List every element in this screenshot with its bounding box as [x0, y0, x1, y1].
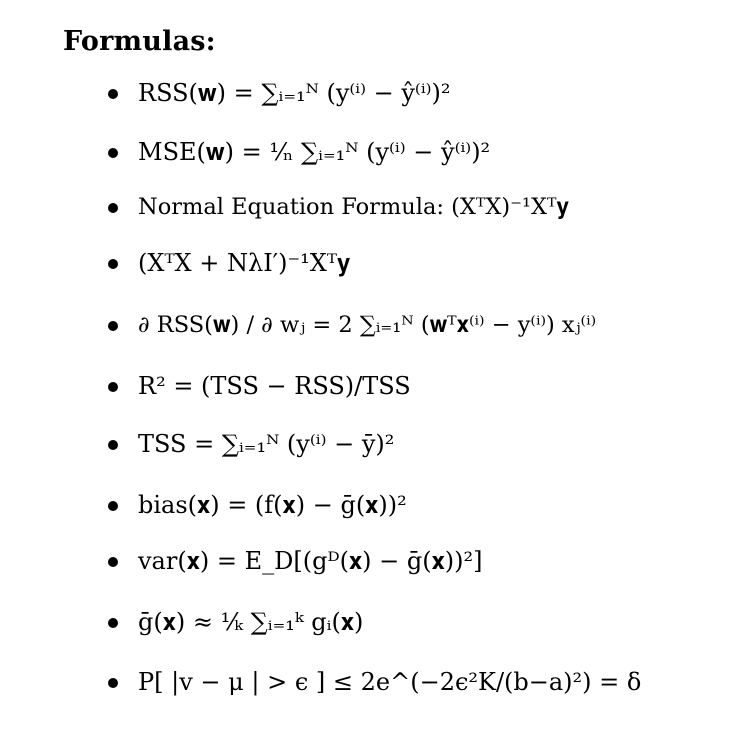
bullet-icon [108, 501, 118, 511]
formula-text: RSS(𝐰) = ∑ᵢ₌₁ᴺ (y⁽ⁱ⁾ − ŷ⁽ⁱ⁾)² [138, 79, 451, 107]
formula-text: var(𝐱) = E_D[(gᴰ(𝐱) − ḡ(𝐱))²] [138, 547, 483, 575]
formula-bias [108, 485, 738, 525]
bullet-icon [108, 440, 118, 450]
formula-ridge [108, 243, 738, 283]
bullet-icon [108, 678, 118, 688]
bullet-icon [108, 259, 118, 269]
formula-text: ḡ(𝐱) ≈ ¹⁄ₖ ∑ᵢ₌₁ᵏ gᵢ(𝐱) [138, 608, 364, 636]
formula-r-squared [108, 366, 738, 406]
page-heading: Formulas: [63, 26, 216, 57]
formula-text: P[ |v − μ | > ϵ ] ≤ 2e^(−2ϵ²K/(b−a)²) = δ [138, 668, 642, 696]
bullet-icon [108, 203, 118, 213]
formula-text: R² = (TSS − RSS)/TSS [138, 372, 411, 400]
formula-text: ∂ RSS(𝐰) / ∂ wⱼ = 2 ∑ᵢ₌₁ᴺ (𝐰ᵀ𝐱⁽ⁱ⁾ − y⁽ⁱ⁾) xⱼ⁽ⁱ⁾ [138, 312, 597, 338]
formula-gradient [108, 305, 738, 345]
formula-text: MSE(𝐰) = ¹⁄ₙ ∑ᵢ₌₁ᴺ (y⁽ⁱ⁾ − ŷ⁽ⁱ⁾)² [138, 138, 491, 166]
bullet-icon [108, 557, 118, 567]
formula-text: Normal Equation Formula: (XᵀX)⁻¹Xᵀ𝐲 [138, 194, 569, 220]
formula-hoeffding [108, 662, 738, 702]
formula-rss [108, 73, 738, 113]
formula-text: bias(𝐱) = (f(𝐱) − ḡ(𝐱))² [138, 491, 407, 519]
formula-text: (XᵀX + NλI′)⁻¹Xᵀ𝐲 [138, 249, 351, 277]
bullet-icon [108, 89, 118, 99]
bullet-icon [108, 148, 118, 158]
formula-tss [108, 424, 738, 464]
formula-text: TSS = ∑ᵢ₌₁ᴺ (y⁽ⁱ⁾ − ȳ)² [138, 430, 395, 458]
formula-variance [108, 541, 738, 581]
bullet-icon [108, 618, 118, 628]
formula-mse [108, 132, 738, 172]
bullet-icon [108, 321, 118, 331]
bullet-icon [108, 382, 118, 392]
formula-average-hypothesis [108, 602, 738, 642]
formula-normal-equation [108, 187, 738, 227]
